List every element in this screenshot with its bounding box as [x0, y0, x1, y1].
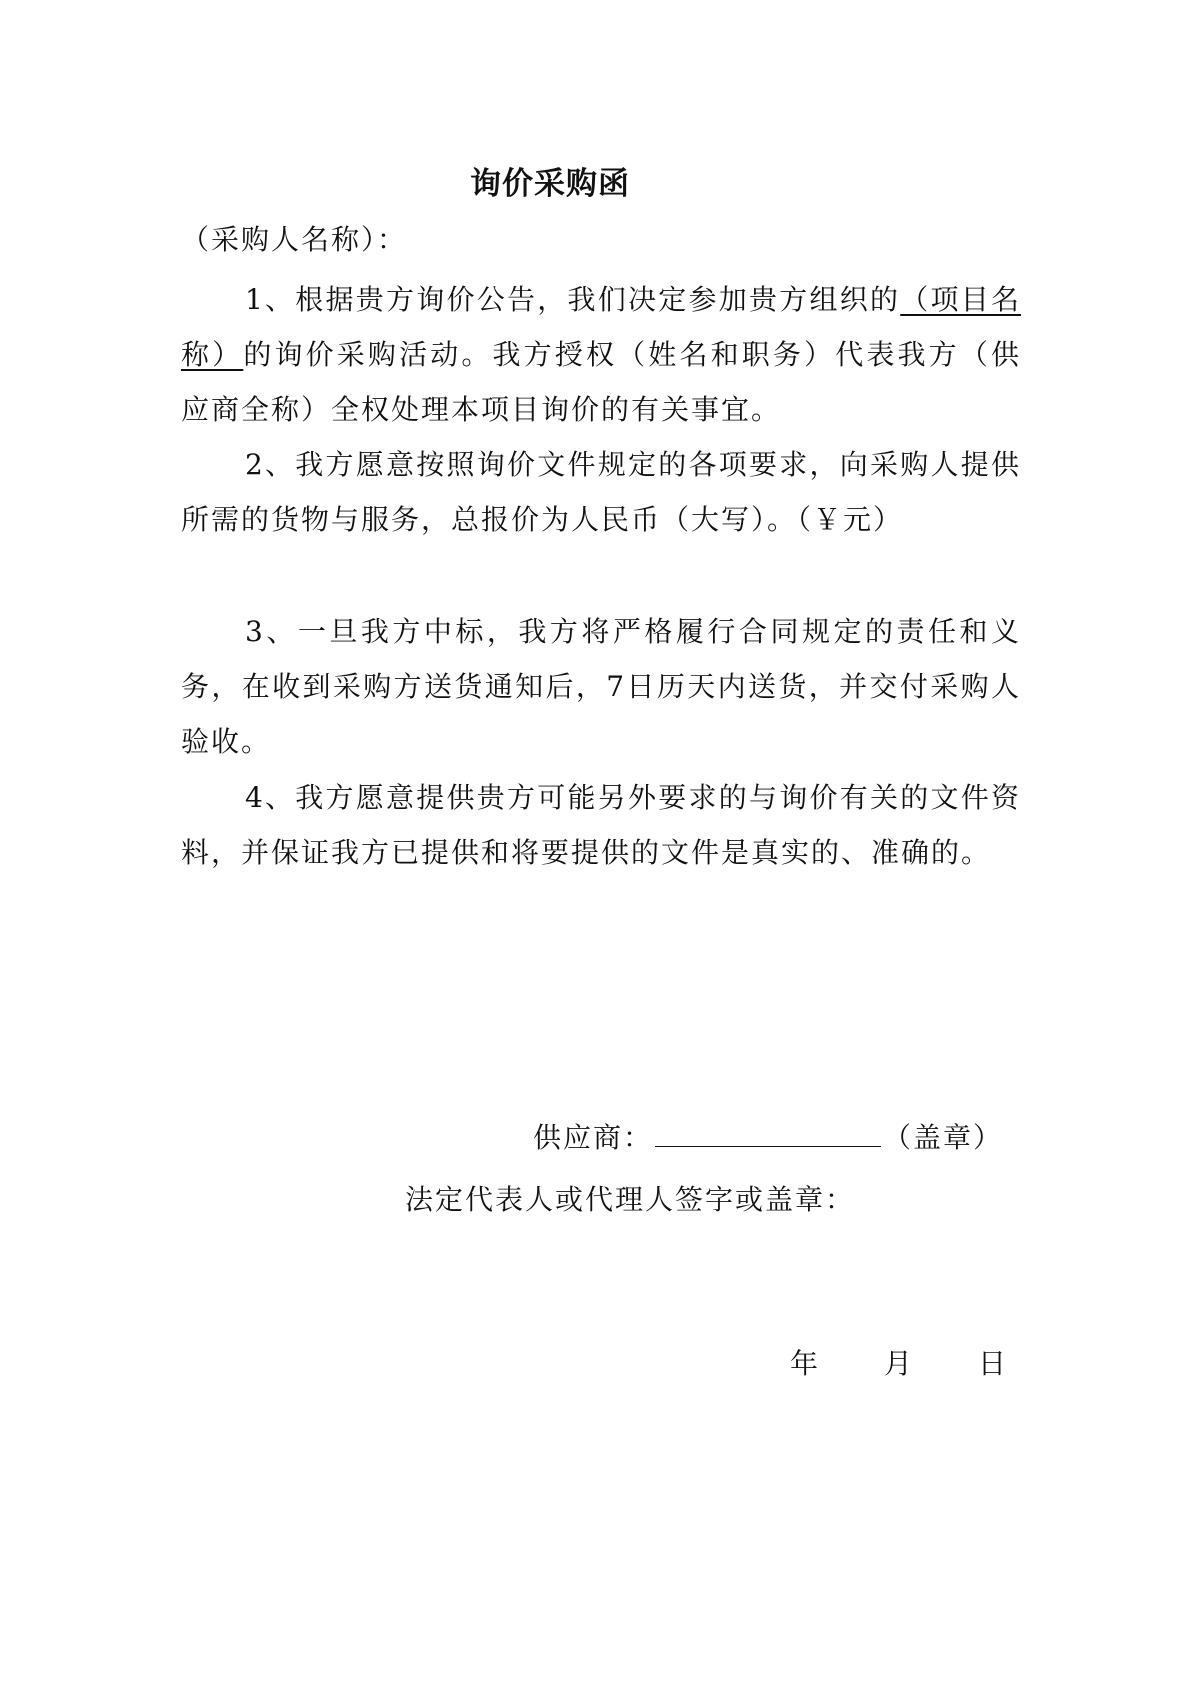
supplier-blank-field[interactable]	[655, 1118, 881, 1147]
paragraph-2: 2、我方愿意按照询价文件规定的各项要求，向采购人提供所需的货物与服务，总报价为人民币（大写）。（￥元）	[181, 448, 1021, 536]
paragraph-1-text-b: 的询价采购活动。我方授权（姓名和职务）代表我方（供应商全称）全权处理本项目询价的有关事宜。	[181, 338, 1021, 426]
paragraph-1	[181, 272, 1021, 437]
salutation: （采购人名称）：	[181, 223, 408, 256]
paragraph-4: 4、我方愿意提供贵方可能另外要求的与询价有关的文件资料，并保证我方已提供和将要提供的文件是真实的、准确的。	[181, 781, 1021, 869]
date-year-label: 年	[790, 1347, 819, 1380]
date-day-label: 日	[978, 1347, 1007, 1380]
document-title: 询价采购函	[470, 166, 630, 202]
project-name-placeholder: （项目名称）	[181, 283, 1021, 371]
signature-label: 法定代表人或代理人签字或盖章：	[405, 1183, 856, 1216]
seal-note: （盖章）	[883, 1121, 1004, 1154]
supplier-label: 供应商：	[533, 1121, 654, 1154]
date-line	[790, 1342, 1006, 1382]
supplier-line	[533, 1116, 1003, 1156]
paragraph-3: 3、一旦我方中标，我方将严格履行合同规定的责任和义务，在收到采购方送货通知后，7日历天内送货，并交付采购人验收。	[181, 615, 1021, 758]
date-month-label: 月	[884, 1347, 913, 1380]
paragraph-1-text-a: 1、根据贵方询价公告，我们决定参加贵方组织的	[245, 283, 901, 316]
